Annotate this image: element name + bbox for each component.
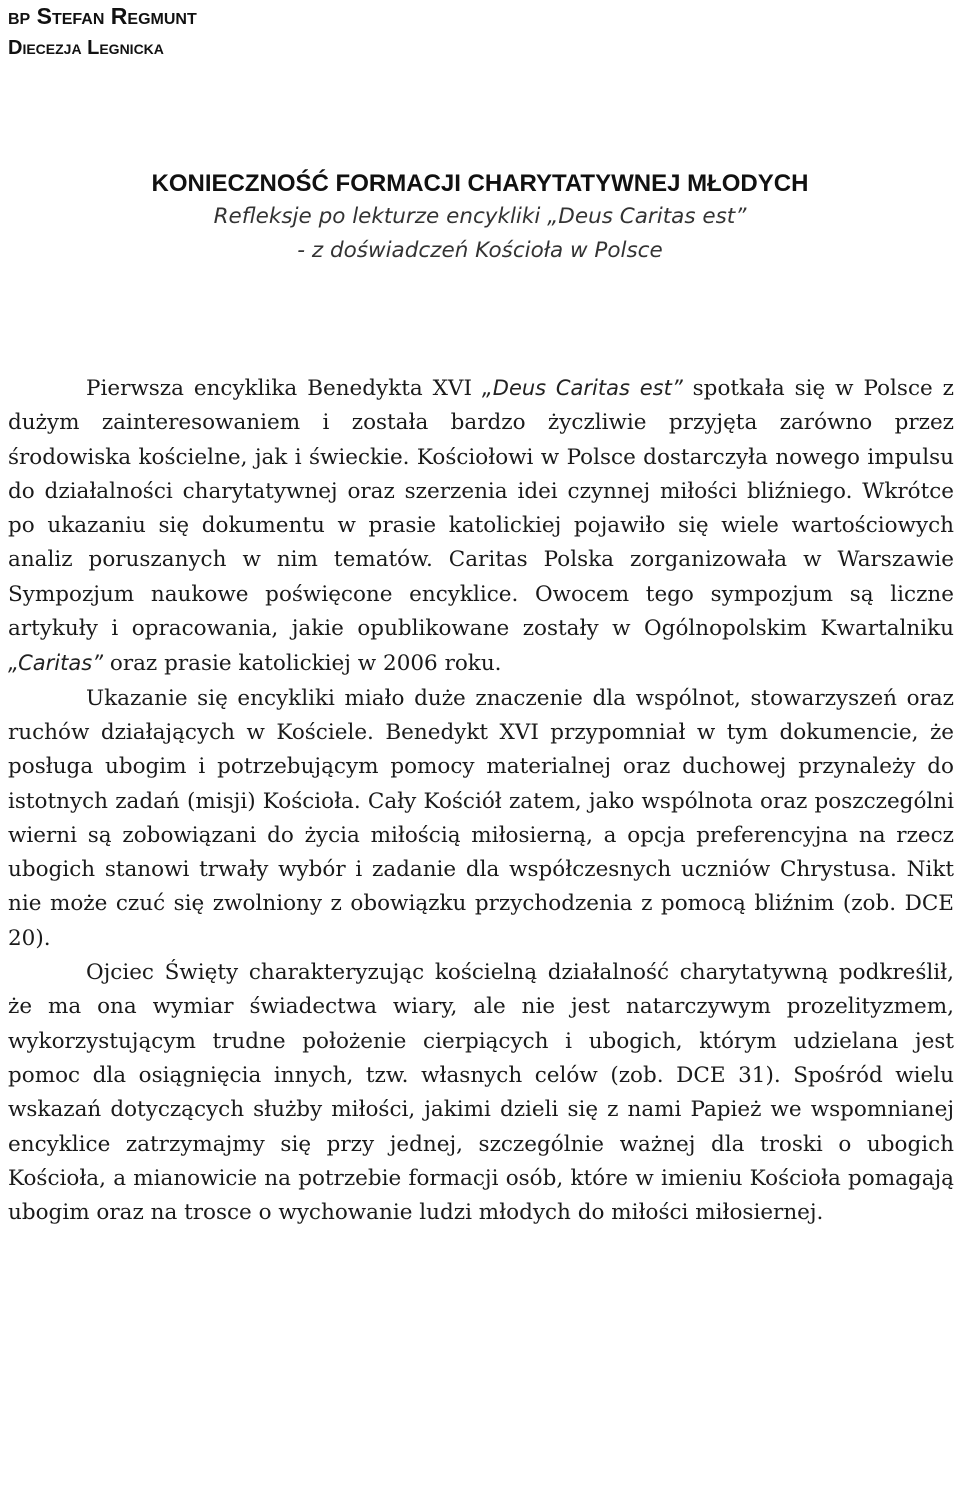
document-title: KONIECZNOŚĆ FORMACJI CHARYTATYWNEJ MŁODYCH xyxy=(151,170,809,197)
subtitle-encyclical-title: „Deus Caritas est” xyxy=(547,204,747,229)
document-body xyxy=(8,371,954,1230)
subtitle-line-2: - z doświadczeń Kościoła w Polsce xyxy=(297,238,663,263)
paragraph-2: Ukazanie się encykliki miało duże znaczenie dla wspólnot, stowarzyszeń oraz ruchów działających w Kościele. Benedykt XVI przypomniał w tym dokumencie, że posługa ubogim i potrzebującym pomocy materialnej oraz duchowej przynależy do istotnych zadań (misji) Kościoła. Cały Kościół zatem, jako wspólnota oraz poszczególni wierni są zobowiązani do życia miłością miłosierną, a opcja preferencyjna na rzecz ubogich stanowi trwały wybór i zadanie dla współczesnych uczniów Chrystusa. Nikt nie może czuć się zwolniony z obowiązku przychodzenia z pomocą bliźnim (zob. DCE 20). xyxy=(8,685,954,951)
author-name: bp Stefan Regmunt xyxy=(8,3,197,29)
paragraph-3: Ojciec Święty charakteryzując kościelną działalność charytatywną podkreślił, że ma ona wymiar świadectwa wiary, ale nie jest natarczywym prozelityzmem, wykorzystującym trudne położenie cierpiących i ubogich, którym udzielana jest pomoc dla osiągnięcia innych, tzw. własnych celów (zob. DCE 31). Spośród wielu wskazań dotyczących służby miłości, jakimi dzieli się z nami Papież we wspomnianej encyklice zatrzymajmy się przy jednej, szczególnie ważnej dla troski o ubogich Kościoła, a mianowicie na potrzebie formacji osób, które w imieniu Kościoła pomagają ubogim oraz na trosce o wychowanie ludzi młodych do miłości miłosiernej. xyxy=(8,960,954,1226)
diocese-name: Diecezja Legnicka xyxy=(8,37,164,59)
subtitle-line-1 xyxy=(0,200,960,234)
paragraph-1-text-c: oraz prasie katolickiej w 2006 roku. xyxy=(103,651,502,677)
paragraph-1-text-b: spotkała się w Polsce z dużym zainteresowaniem i została bardzo życzliwie przyjęta zarówno przez środowiska kościelne, jak i świeckie. Kościołowi w Polsce dostarczyła nowego impulsu do działalności charytatywnej oraz szerzenia idei czynnej miłości bliźniego. Wkrótce po ukazaniu się dokumentu w prasie katolickiej pojawiło się wiele wartościowych analiz poruszanych w nim tematów. Caritas Polska zorganizowała w Warszawie Sympozjum naukowe poświęcone encyklice. Owocem tego sympozjum są liczne artykuły i opracowania, jakie opublikowane zostały w Ogólnopolskim Kwartalniku xyxy=(8,376,954,642)
caritas-italic: „Caritas” xyxy=(8,651,104,676)
paragraph-1-text-a: Pierwsza encyklika Benedykta XVI xyxy=(86,376,482,401)
subtitle-prefix: Refleksje po lekturze encykliki xyxy=(213,204,548,229)
title-block xyxy=(0,168,960,268)
paragraph-1 xyxy=(8,371,954,682)
encyclical-title-italic: „Deus Caritas est” xyxy=(481,376,683,400)
